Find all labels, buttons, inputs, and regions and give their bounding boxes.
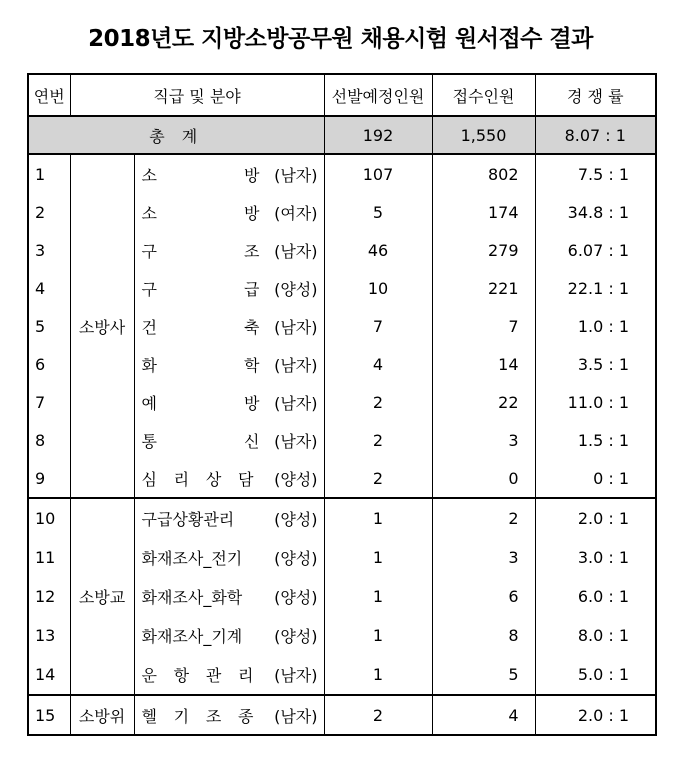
field-name-part: 소: [141, 203, 157, 223]
row-number: 12: [28, 577, 70, 616]
row-rate: 3.0 : 1: [535, 538, 656, 577]
header-position: 직급 및 분야: [70, 74, 324, 116]
row-number: 2: [28, 193, 70, 231]
field-name-part: 헬: [141, 706, 157, 726]
field-name: 화재조사_기계: [141, 627, 243, 646]
field-name-part: 리: [238, 666, 254, 685]
field-name-part: 축: [244, 317, 260, 337]
row-rate: 1.5 : 1: [535, 421, 656, 459]
row-number: 6: [28, 345, 70, 383]
row-number: 15: [28, 695, 70, 735]
row-applicants: 0: [432, 459, 535, 498]
field-name-part: 구: [141, 279, 157, 299]
row-quota: 1: [324, 498, 432, 538]
field-name-wrap: [142, 663, 318, 686]
field-name-part: 운: [141, 666, 157, 685]
row-rate: 7.5 : 1: [535, 154, 656, 193]
row-number: 7: [28, 383, 70, 421]
row-number: 8: [28, 421, 70, 459]
field-name-part: 방: [244, 203, 260, 223]
row-applicants: 279: [432, 231, 535, 269]
field-name-wrap: [142, 585, 318, 608]
field-name-part: 조: [205, 706, 222, 726]
row-rate: 11.0 : 1: [535, 383, 656, 421]
row-applicants: 14: [432, 345, 535, 383]
row-rate: 1.0 : 1: [535, 307, 656, 345]
field-gender: (양성): [274, 549, 318, 568]
row-quota: 1: [324, 538, 432, 577]
field-name-part: 방: [244, 393, 260, 413]
row-applicants: 7: [432, 307, 535, 345]
field-name-part: 구: [141, 241, 157, 261]
field-name-part: 조: [244, 241, 260, 261]
row-quota: 2: [324, 383, 432, 421]
recruitment-results-table: [27, 73, 657, 736]
field-name-part: 항: [173, 666, 190, 685]
grade-label: 소방위: [70, 695, 134, 735]
row-quota: 2: [324, 459, 432, 498]
row-rate: 8.0 : 1: [535, 616, 656, 655]
total-row: [28, 116, 656, 154]
field-name-wrap: [142, 353, 318, 376]
field-name-part: 통: [141, 431, 157, 451]
field-name-part: 종: [238, 706, 254, 726]
field-name-part: 기: [173, 706, 190, 726]
row-rate: 6.07 : 1: [535, 231, 656, 269]
row-rate: 6.0 : 1: [535, 577, 656, 616]
total-quota: 192: [324, 116, 432, 154]
grade-label: 소방사: [70, 154, 134, 498]
field-name: [142, 704, 254, 727]
field-name: [142, 163, 260, 186]
field-cell: [134, 307, 324, 345]
field-gender: (남자): [274, 241, 318, 261]
total-label: 총 계: [28, 116, 324, 154]
field-cell: [134, 459, 324, 498]
field-name: [142, 353, 260, 376]
row-number: 4: [28, 269, 70, 307]
row-number: 9: [28, 459, 70, 498]
table-header-row: [28, 74, 656, 116]
row-applicants: 2: [432, 498, 535, 538]
field-name-part: 심: [141, 469, 157, 489]
field-gender: (양성): [274, 588, 318, 607]
row-rate: 22.1 : 1: [535, 269, 656, 307]
row-quota: 1: [324, 577, 432, 616]
row-quota: 1: [324, 655, 432, 695]
field-name-wrap: [142, 507, 318, 530]
grade-label: 소방교: [70, 498, 134, 695]
row-applicants: 4: [432, 695, 535, 735]
field-gender: (여자): [274, 203, 318, 223]
field-cell: [134, 154, 324, 193]
field-name-part: 상: [205, 469, 222, 489]
total-rate: 8.07 : 1: [535, 116, 656, 154]
field-cell: [134, 193, 324, 231]
field-name-part: 담: [238, 469, 254, 489]
field-name-wrap: [142, 315, 318, 338]
field-name-part: 예: [141, 393, 157, 413]
row-rate: 5.0 : 1: [535, 655, 656, 695]
field-gender: (남자): [274, 706, 318, 726]
field-gender: (남자): [274, 165, 318, 185]
field-name-part: 학: [244, 355, 260, 375]
field-name-wrap: [142, 239, 318, 262]
field-name-wrap: [142, 391, 318, 414]
header-no: 연번: [28, 74, 70, 116]
field-name-part: 소: [141, 165, 157, 185]
row-applicants: 6: [432, 577, 535, 616]
field-gender: (남자): [274, 431, 318, 451]
field-name-wrap: [142, 546, 318, 569]
field-name-part: 리: [173, 469, 190, 489]
row-number: 1: [28, 154, 70, 193]
row-quota: 107: [324, 154, 432, 193]
field-cell: [134, 498, 324, 538]
row-applicants: 22: [432, 383, 535, 421]
table-row: [28, 695, 656, 735]
row-applicants: 3: [432, 421, 535, 459]
row-rate: 34.8 : 1: [535, 193, 656, 231]
field-cell: [134, 383, 324, 421]
total-applicants: 1,550: [432, 116, 535, 154]
field-cell: [134, 345, 324, 383]
field-cell: [134, 655, 324, 695]
row-quota: 2: [324, 695, 432, 735]
field-name: [142, 201, 260, 224]
field-gender: (남자): [274, 666, 318, 685]
header-rate: 경 쟁 률: [535, 74, 656, 116]
row-number: 10: [28, 498, 70, 538]
field-name-part: 방: [244, 165, 260, 185]
field-cell: [134, 577, 324, 616]
table-row: [28, 154, 656, 193]
row-applicants: 3: [432, 538, 535, 577]
field-name: 화재조사_전기: [141, 549, 243, 568]
row-number: 11: [28, 538, 70, 577]
field-name: [142, 391, 260, 414]
field-name: [142, 467, 254, 490]
row-number: 14: [28, 655, 70, 695]
row-quota: 2: [324, 421, 432, 459]
field-cell: [134, 421, 324, 459]
field-gender: (남자): [274, 355, 318, 375]
field-name: 구급상황관리: [141, 510, 235, 529]
row-rate: 2.0 : 1: [535, 695, 656, 735]
field-name-part: 화: [141, 355, 157, 375]
field-cell: [134, 269, 324, 307]
row-applicants: 8: [432, 616, 535, 655]
row-applicants: 802: [432, 154, 535, 193]
row-applicants: 221: [432, 269, 535, 307]
field-name-wrap: [142, 624, 318, 647]
field-name-part: 신: [244, 431, 260, 451]
row-quota: 7: [324, 307, 432, 345]
row-number: 3: [28, 231, 70, 269]
field-name-part: 관: [205, 666, 222, 685]
page-title: 2018년도 지방소방공무원 채용시험 원서접수 결과: [88, 26, 593, 52]
field-cell: [134, 538, 324, 577]
field-cell: [134, 231, 324, 269]
row-rate: 2.0 : 1: [535, 498, 656, 538]
field-name: 화재조사_화학: [141, 588, 243, 607]
field-name: [142, 429, 260, 452]
field-name-wrap: [142, 163, 318, 186]
field-gender: (양성): [274, 627, 318, 646]
header-quota: 선발예정인원: [324, 74, 432, 116]
table-row: [28, 498, 656, 538]
field-name-part: 급: [244, 279, 260, 299]
row-rate: 3.5 : 1: [535, 345, 656, 383]
row-quota: 46: [324, 231, 432, 269]
row-quota: 5: [324, 193, 432, 231]
field-name: [142, 239, 260, 262]
field-name-wrap: [142, 277, 318, 300]
field-name-wrap: [142, 201, 318, 224]
row-applicants: 5: [432, 655, 535, 695]
row-rate: 0 : 1: [535, 459, 656, 498]
row-quota: 1: [324, 616, 432, 655]
row-quota: 10: [324, 269, 432, 307]
row-quota: 4: [324, 345, 432, 383]
field-name-part: 건: [141, 317, 157, 337]
field-gender: (남자): [274, 317, 318, 337]
field-gender: (양성): [274, 510, 318, 529]
field-gender: (양성): [274, 279, 318, 299]
header-applicants: 접수인원: [432, 74, 535, 116]
field-name-wrap: [142, 467, 318, 490]
row-applicants: 174: [432, 193, 535, 231]
field-cell: [134, 695, 324, 735]
field-name-wrap: [142, 429, 318, 452]
field-gender: (양성): [274, 469, 318, 489]
field-name: [142, 663, 254, 686]
field-name: [142, 315, 260, 338]
row-number: 5: [28, 307, 70, 345]
field-cell: [134, 616, 324, 655]
field-name-wrap: [142, 704, 318, 727]
row-number: 13: [28, 616, 70, 655]
field-name: [142, 277, 260, 300]
field-gender: (남자): [274, 393, 318, 413]
